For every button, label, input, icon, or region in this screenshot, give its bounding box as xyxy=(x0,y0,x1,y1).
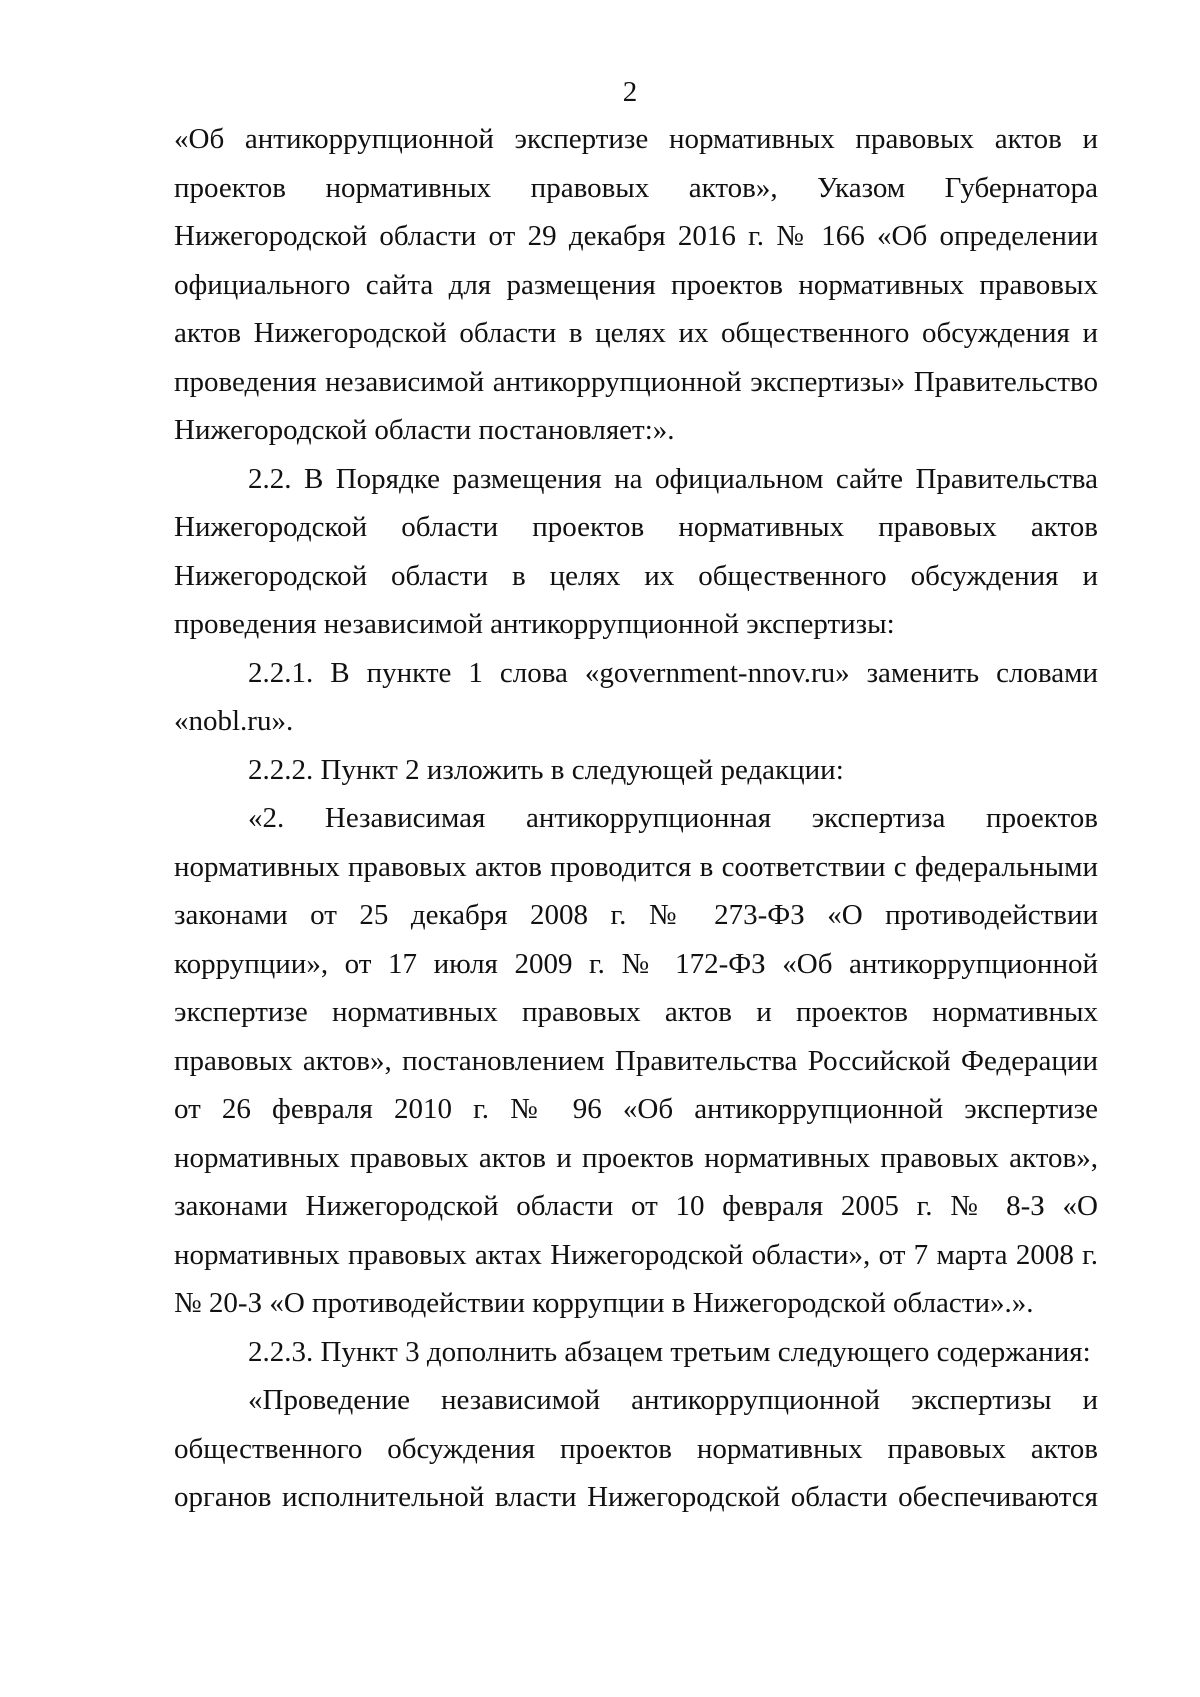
page-number: 2 xyxy=(622,76,638,108)
paragraph-decree-basis: «Об антикоррупционной экспертизе нормативных правовых актов и проектов нормативных правовых актов», Указом Губернатора Нижегородской области от 29 декабря 2016 г. № 166 «Об определении официального сайта для размещения проектов нормативных правовых актов Нижегородской области в целях их общественного обсуждения и проведения независимой антикоррупционной экспертизы» Правительство Нижегородской области постановляет:». xyxy=(174,123,1098,446)
paragraph-2-2-1: 2.2.1. В пункте 1 слова «government-nnov.ru» заменить словами «nobl.ru». xyxy=(174,656,1098,737)
paragraph-2-2: 2.2. В Порядке размещения на официальном сайте Правительства Нижегородской области проектов нормативных правовых актов Нижегородской области в целях их общественного обсуждения и проведения независимой антикоррупционной экспертизы: xyxy=(174,462,1098,640)
paragraph-point-3-addition: «Проведение независимой антикоррупционной экспертизы и общественного обсуждения проектов нормативных правовых актов органов исполнительной власти Нижегородской области обеспечиваются xyxy=(174,1384,1098,1513)
document-body xyxy=(174,115,1098,1522)
paragraph-point-2-text: «2. Независимая антикоррупционная экспертиза проектов нормативных правовых актов проводится в соответствии с федеральными законами от 25 декабря 2008 г. № 273-ФЗ «О противодействии коррупции», от 17 июля 2009 г. № 172-ФЗ «Об антикоррупционной экспертизе нормативных правовых актов и проектов нормативных правовых актов», постановлением Правительства Российской Федерации от 26 февраля 2010 г. № 96 «Об антикоррупционной экспертизе нормативных правовых актов и проектов нормативных правовых актов», законами Нижегородской области от 10 февраля 2005 г. № 8-З «О нормативных правовых актах Нижегородской области», от 7 марта 2008 г. № 20-З «О противодействии коррупции в Нижегородской области».». xyxy=(174,802,1098,1319)
paragraph-2-2-3: 2.2.3. Пункт 3 дополнить абзацем третьим следующего содержания: xyxy=(248,1335,1091,1368)
paragraph-2-2-2: 2.2.2. Пункт 2 изложить в следующей редакции: xyxy=(248,753,844,786)
